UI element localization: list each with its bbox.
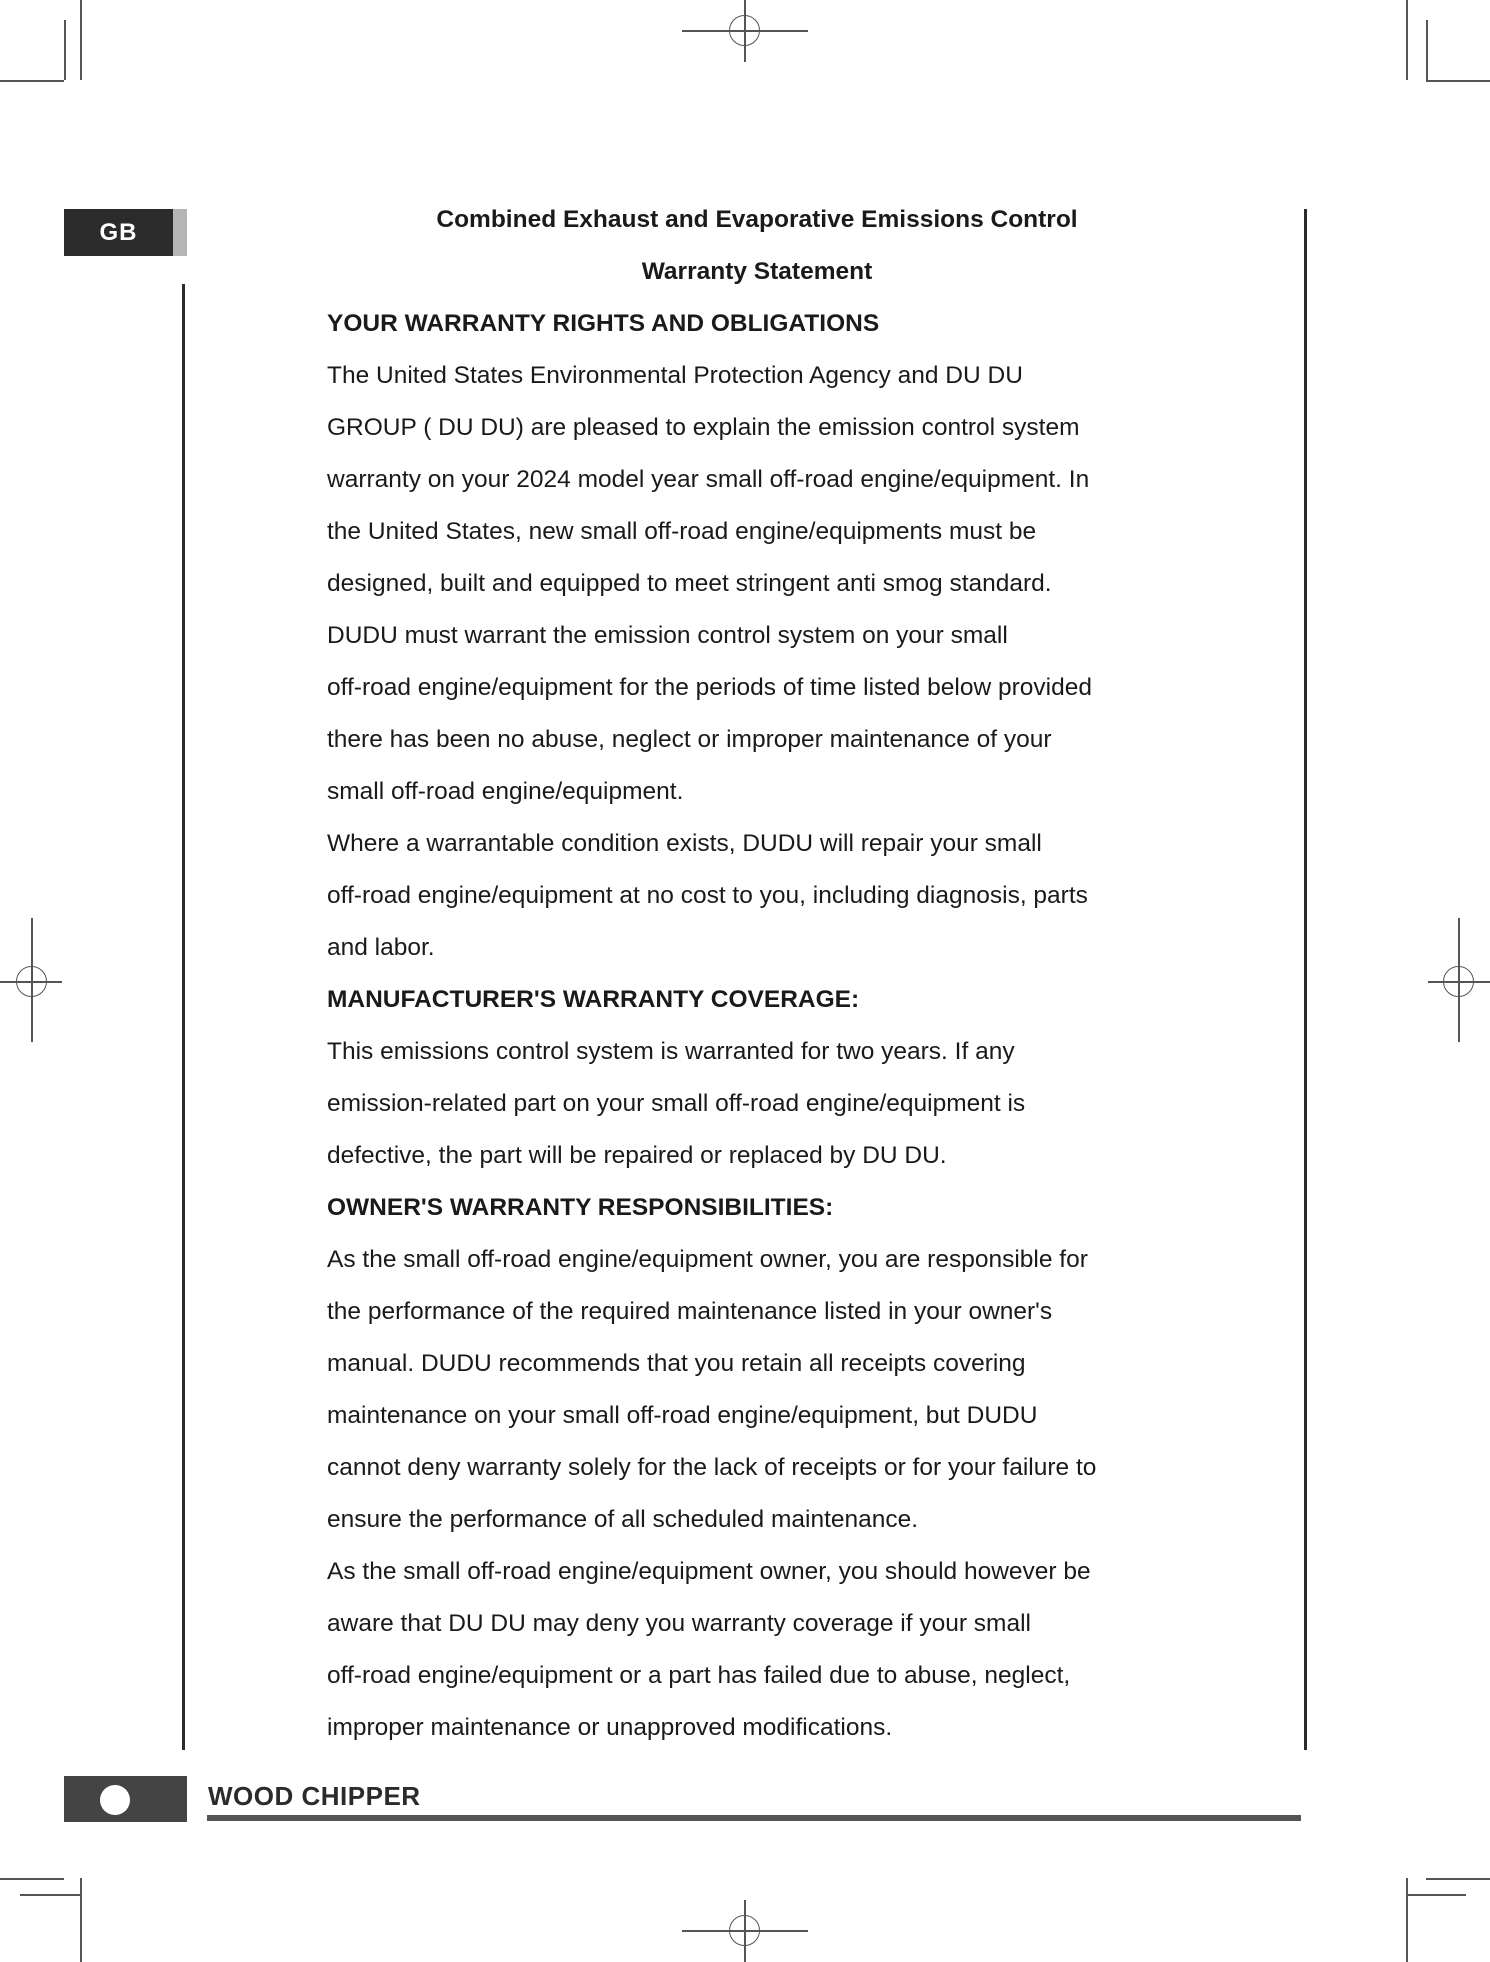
text-line: off-road engine/equipment or a part has failed due to abuse, neglect,	[327, 1662, 1071, 1689]
text-line: As the small off-road engine/equipment owner, you should however be	[327, 1558, 1091, 1585]
language-tab-edge	[173, 209, 187, 256]
language-tab-label: GB	[99, 218, 138, 246]
text-line: there has been no abuse, neglect or improper maintenance of your	[327, 726, 1052, 753]
text-line: defective, the part will be repaired or replaced by DU DU.	[327, 1142, 947, 1169]
text-line: As the small off-road engine/equipment owner, you are responsible for	[327, 1246, 1088, 1273]
text-line: ensure the performance of all scheduled maintenance.	[327, 1506, 919, 1533]
section-heading-rights: YOUR WARRANTY RIGHTS AND OBLIGATIONS	[327, 310, 880, 337]
footer-product-title: WOOD CHIPPER	[208, 1781, 421, 1811]
text-line: warranty on your 2024 model year small off-road engine/equipment. In	[327, 466, 1090, 493]
text-line: This emissions control system is warranted for two years. If any	[327, 1038, 1015, 1065]
left-margin-rule	[182, 284, 185, 1750]
text-line: DUDU must warrant the emission control system on your small	[327, 622, 1008, 649]
text-line: manual. DUDU recommends that you retain all receipts covering	[327, 1350, 1026, 1377]
section-heading-responsibilities: OWNER'S WARRANTY RESPONSIBILITIES:	[327, 1194, 834, 1221]
document-title-line1: Combined Exhaust and Evaporative Emissions Control	[436, 206, 1078, 233]
language-tab	[64, 209, 173, 256]
text-line: the performance of the required maintenance listed in your owner's	[327, 1298, 1053, 1325]
document-title-line2: Warranty Statement	[641, 258, 873, 285]
text-line: off-road engine/equipment for the periods of time listed below provided	[327, 674, 1092, 701]
text-line: emission-related part on your small off-road engine/equipment is	[327, 1090, 1026, 1117]
text-line: improper maintenance or unapproved modifications.	[327, 1714, 893, 1741]
text-line: designed, built and equipped to meet stringent anti smog standard.	[327, 570, 1052, 597]
page-number-dot	[100, 1785, 130, 1815]
text-line: maintenance on your small off-road engine/equipment, but DUDU	[327, 1402, 1038, 1429]
text-line: GROUP ( DU DU) are pleased to explain the emission control system	[327, 414, 1080, 441]
text-line: aware that DU DU may deny you warranty coverage if your small	[327, 1610, 1031, 1637]
text-line: small off-road engine/equipment.	[327, 778, 684, 805]
text-line: Where a warrantable condition exists, DUDU will repair your small	[327, 830, 1042, 857]
text-line: off-road engine/equipment at no cost to you, including diagnosis, parts	[327, 882, 1088, 909]
text-line: and labor.	[327, 934, 435, 961]
footer-rule	[207, 1815, 1301, 1821]
warranty-statement	[327, 194, 1187, 1754]
text-line: The United States Environmental Protection Agency and DU DU	[327, 362, 1023, 389]
section-heading-coverage: MANUFACTURER'S WARRANTY COVERAGE:	[327, 986, 860, 1013]
right-margin-rule	[1304, 209, 1307, 1750]
text-line: cannot deny warranty solely for the lack of receipts or for your failure to	[327, 1454, 1097, 1481]
text-line: the United States, new small off-road engine/equipments must be	[327, 518, 1037, 545]
